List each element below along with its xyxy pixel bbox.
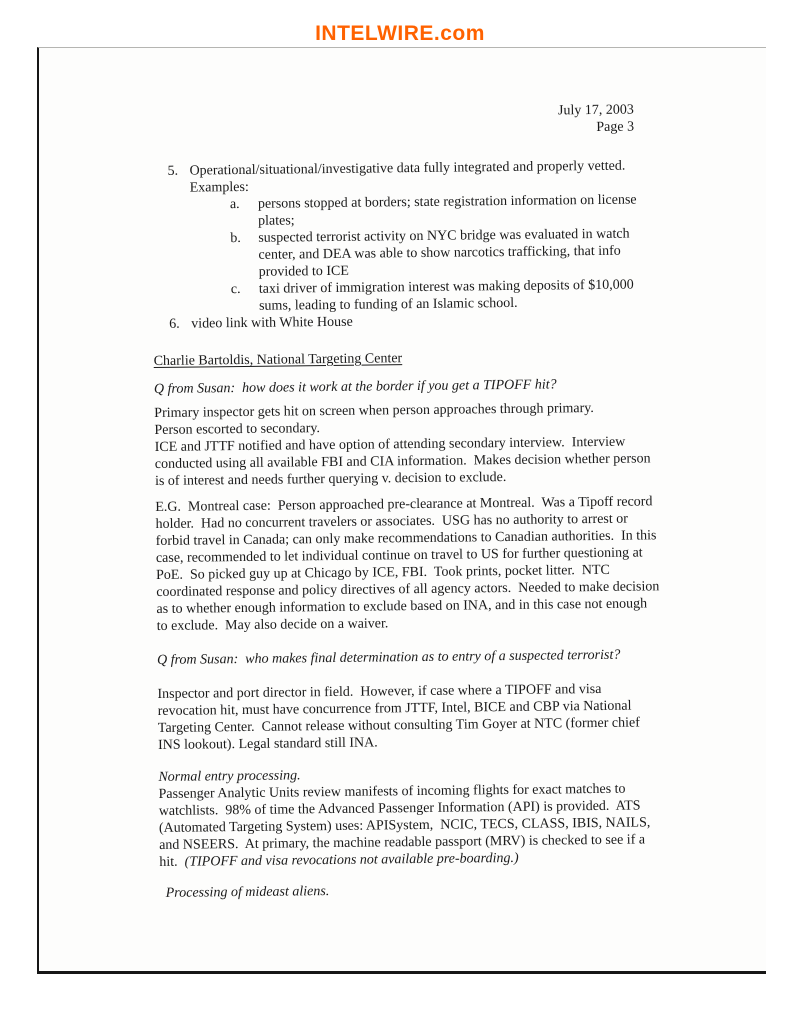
text-line: holder. Had no concurrent travelers or associates. USG has no authority to arrest or xyxy=(155,511,628,532)
document-date: July 17, 2003 xyxy=(557,102,634,119)
text-line: watchlists. 98% of time the Advanced Passenger Information (API) is provided. ATS xyxy=(158,798,641,819)
text-line: coordinated response and policy directives of all agency actors. Needed to make decision xyxy=(156,579,660,600)
text-line: revocation hit, must have concurrence from JTTF, Intel, BICE and CBP via National xyxy=(157,698,632,719)
text-line: and NSEERS. At primary, the machine readable passport (MRV) is checked to see if a xyxy=(159,832,646,853)
text-line: Passenger Analytic Units review manifests of incoming flights for exact matches to xyxy=(158,781,626,802)
text-line: video link with White House xyxy=(191,314,353,332)
text-line: Inspector and port director in field. However, if case where a TIPOFF and visa xyxy=(157,681,602,702)
intelwire-logo: INTELWIRE.com xyxy=(315,22,485,45)
paragraph-primary-inspection xyxy=(154,399,695,490)
text-line: forbid travel in Canada; can only make recommendations to Canadian authorities. In this xyxy=(155,528,657,549)
list-letter: b. xyxy=(230,231,241,247)
list-item-5b xyxy=(152,225,693,282)
text-line: INS lookout). Legal standard still INA. xyxy=(157,735,378,753)
document-page xyxy=(37,47,766,974)
paragraph-final-determination xyxy=(157,680,698,754)
text-roman: hit. xyxy=(159,854,185,870)
document-content xyxy=(150,42,700,902)
text-line: case, recommended to let individual continue on travel to US for further questioning at xyxy=(155,545,643,566)
text-line: plates; xyxy=(258,213,295,229)
date-block xyxy=(151,101,691,141)
page-number: Page 3 xyxy=(596,119,635,135)
list-letter: c. xyxy=(230,282,241,298)
text-line: E.G. Montreal case: Person approached pre-clearance at Montreal. Was a Tipoff record xyxy=(155,494,653,515)
text-line: suspected terrorist activity on NYC bridge was evaluated in watch xyxy=(258,226,630,246)
text-line: to exclude. May also decide on a waiver. xyxy=(156,616,389,634)
text-line: as to whether enough information to exclude based on INA, and in this case not enough xyxy=(156,596,648,617)
text-line: PoE. So picked guy up at Chicago by ICE, FBI. Took prints, pocket litter. NTC xyxy=(156,562,610,583)
text-line: provided to ICE xyxy=(258,263,349,280)
text-line: Examples: xyxy=(189,179,249,196)
text-line: sums, leading to funding of an Islamic school. xyxy=(258,295,518,314)
section-heading-text: Charlie Bartoldis, National Targeting Center xyxy=(153,351,403,370)
question-2: Q from Susan: who makes final determination as to entry of a suspected terrorist? xyxy=(156,647,621,668)
list-letter: a. xyxy=(229,197,240,213)
text-line: ICE and JTTF notified and have option of attending secondary interview. Interview xyxy=(154,434,626,455)
text-line: taxi driver of immigration interest was making deposits of $10,000 xyxy=(258,277,634,297)
text-line: conducted using all available FBI and CIA information. Makes decision whether person xyxy=(154,451,651,472)
normal-entry-label: Normal entry processing. xyxy=(158,768,301,785)
paragraph-normal-entry xyxy=(158,780,699,871)
section-heading xyxy=(154,347,694,370)
list-number: 5. xyxy=(167,163,179,179)
text-line: (Automated Targeting System) uses: APISystem, NCIC, TECS, CLASS, IBIS, NAILS, xyxy=(158,815,651,836)
text-line: is of interest and needs further querying v. decision to exclude. xyxy=(154,470,507,489)
text-line: Targeting Center. Cannot release without consulting Tim Goyer at NTC (former chief xyxy=(157,715,640,736)
list-number: 6. xyxy=(169,316,180,332)
text-line: Operational/situational/investigative data fully integrated and properly vetted. xyxy=(189,158,626,179)
text-line: persons stopped at borders; state registration information on license xyxy=(257,192,637,212)
paragraph-montreal-case xyxy=(155,493,697,635)
text-line: Person escorted to secondary. xyxy=(154,421,321,438)
text-line: center, and DEA was able to show narcotics trafficking, that info xyxy=(258,243,621,263)
text-italic: (TIPOFF and visa revocations not available pre-boarding.) xyxy=(184,850,519,870)
numbered-list xyxy=(151,157,693,333)
question-1: Q from Susan: how does it work at the border if you get a TIPOFF hit? xyxy=(153,377,557,397)
mideast-label: Processing of mideast aliens. xyxy=(165,884,330,901)
text-line: Primary inspector gets hit on screen when person approaches through primary. xyxy=(154,401,594,421)
